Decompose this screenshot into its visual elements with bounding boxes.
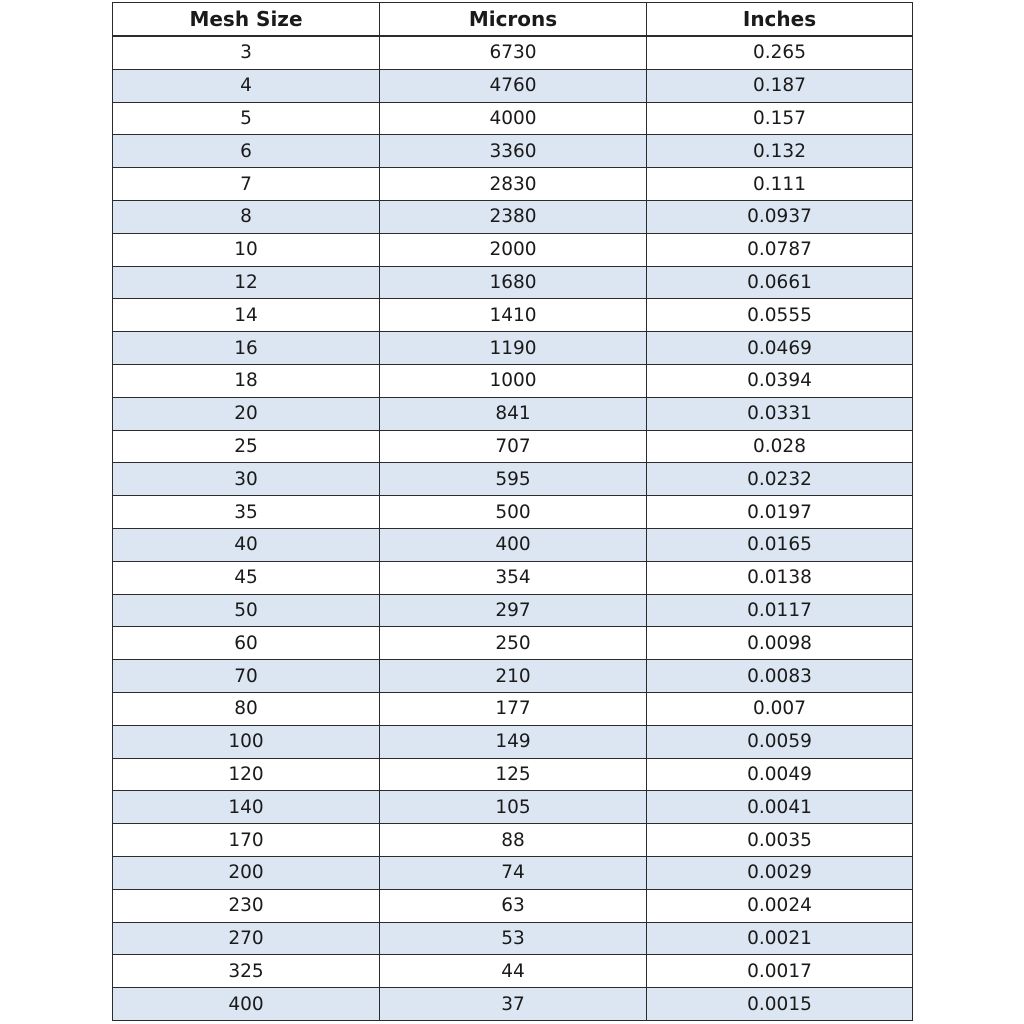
cell-inches: 0.0661 (647, 266, 913, 299)
cell-inches: 0.007 (647, 692, 913, 725)
cell-microns: 6730 (380, 36, 647, 69)
table-row (113, 791, 913, 824)
table-row (113, 200, 913, 233)
header-microns: Microns (380, 3, 647, 37)
cell-mesh-size: 3 (113, 36, 380, 69)
cell-inches: 0.0024 (647, 889, 913, 922)
cell-mesh-size: 6 (113, 135, 380, 168)
table-row (113, 496, 913, 529)
cell-microns: 595 (380, 463, 647, 496)
table-row (113, 725, 913, 758)
cell-microns: 707 (380, 430, 647, 463)
cell-inches: 0.0098 (647, 627, 913, 660)
cell-microns: 1000 (380, 364, 647, 397)
table-row (113, 988, 913, 1021)
cell-mesh-size: 14 (113, 299, 380, 332)
cell-microns: 210 (380, 660, 647, 693)
cell-inches: 0.187 (647, 69, 913, 102)
cell-microns: 2830 (380, 168, 647, 201)
cell-inches: 0.0029 (647, 856, 913, 889)
table-row (113, 922, 913, 955)
cell-microns: 1680 (380, 266, 647, 299)
table-row (113, 135, 913, 168)
cell-inches: 0.111 (647, 168, 913, 201)
table-row (113, 561, 913, 594)
cell-microns: 3360 (380, 135, 647, 168)
cell-inches: 0.0059 (647, 725, 913, 758)
cell-mesh-size: 80 (113, 692, 380, 725)
table-row (113, 692, 913, 725)
table-row (113, 69, 913, 102)
cell-mesh-size: 45 (113, 561, 380, 594)
table-row (113, 168, 913, 201)
cell-inches: 0.0138 (647, 561, 913, 594)
table-row (113, 856, 913, 889)
table-row (113, 889, 913, 922)
table-row (113, 627, 913, 660)
cell-inches: 0.0015 (647, 988, 913, 1021)
cell-mesh-size: 120 (113, 758, 380, 791)
cell-microns: 841 (380, 397, 647, 430)
table-row (113, 233, 913, 266)
cell-microns: 2380 (380, 200, 647, 233)
header-inches: Inches (647, 3, 913, 37)
table-row (113, 266, 913, 299)
cell-inches: 0.0021 (647, 922, 913, 955)
cell-mesh-size: 50 (113, 594, 380, 627)
table-row (113, 102, 913, 135)
cell-inches: 0.132 (647, 135, 913, 168)
cell-mesh-size: 170 (113, 824, 380, 857)
cell-microns: 125 (380, 758, 647, 791)
cell-mesh-size: 10 (113, 233, 380, 266)
table-row (113, 36, 913, 69)
table-header (113, 3, 913, 37)
cell-mesh-size: 35 (113, 496, 380, 529)
cell-inches: 0.0083 (647, 660, 913, 693)
cell-mesh-size: 40 (113, 528, 380, 561)
table-row (113, 430, 913, 463)
table-row (113, 594, 913, 627)
cell-microns: 354 (380, 561, 647, 594)
cell-inches: 0.265 (647, 36, 913, 69)
cell-microns: 37 (380, 988, 647, 1021)
header-mesh-size: Mesh Size (113, 3, 380, 37)
header-row (113, 3, 913, 37)
cell-inches: 0.0117 (647, 594, 913, 627)
table-row (113, 463, 913, 496)
cell-inches: 0.0197 (647, 496, 913, 529)
cell-mesh-size: 100 (113, 725, 380, 758)
cell-microns: 500 (380, 496, 647, 529)
table-row (113, 332, 913, 365)
cell-inches: 0.0232 (647, 463, 913, 496)
cell-microns: 250 (380, 627, 647, 660)
cell-mesh-size: 60 (113, 627, 380, 660)
table-row (113, 660, 913, 693)
cell-inches: 0.028 (647, 430, 913, 463)
table-row (113, 955, 913, 988)
cell-mesh-size: 400 (113, 988, 380, 1021)
cell-microns: 74 (380, 856, 647, 889)
cell-inches: 0.0041 (647, 791, 913, 824)
cell-microns: 53 (380, 922, 647, 955)
mesh-size-table (112, 2, 913, 1021)
cell-microns: 177 (380, 692, 647, 725)
cell-microns: 44 (380, 955, 647, 988)
cell-mesh-size: 7 (113, 168, 380, 201)
cell-mesh-size: 5 (113, 102, 380, 135)
cell-mesh-size: 20 (113, 397, 380, 430)
cell-mesh-size: 18 (113, 364, 380, 397)
table-row (113, 364, 913, 397)
table-row (113, 299, 913, 332)
cell-inches: 0.0787 (647, 233, 913, 266)
cell-microns: 88 (380, 824, 647, 857)
cell-microns: 2000 (380, 233, 647, 266)
cell-microns: 297 (380, 594, 647, 627)
cell-mesh-size: 200 (113, 856, 380, 889)
table-row (113, 824, 913, 857)
cell-mesh-size: 16 (113, 332, 380, 365)
cell-inches: 0.0555 (647, 299, 913, 332)
cell-inches: 0.0331 (647, 397, 913, 430)
cell-inches: 0.0049 (647, 758, 913, 791)
cell-mesh-size: 270 (113, 922, 380, 955)
cell-inches: 0.0035 (647, 824, 913, 857)
cell-microns: 149 (380, 725, 647, 758)
cell-microns: 400 (380, 528, 647, 561)
cell-inches: 0.0165 (647, 528, 913, 561)
cell-microns: 63 (380, 889, 647, 922)
cell-microns: 1190 (380, 332, 647, 365)
cell-microns: 1410 (380, 299, 647, 332)
cell-microns: 4760 (380, 69, 647, 102)
table-row (113, 397, 913, 430)
cell-mesh-size: 325 (113, 955, 380, 988)
cell-inches: 0.157 (647, 102, 913, 135)
cell-inches: 0.0469 (647, 332, 913, 365)
cell-mesh-size: 8 (113, 200, 380, 233)
cell-mesh-size: 30 (113, 463, 380, 496)
cell-microns: 4000 (380, 102, 647, 135)
cell-inches: 0.0937 (647, 200, 913, 233)
cell-microns: 105 (380, 791, 647, 824)
table-row (113, 528, 913, 561)
cell-inches: 0.0017 (647, 955, 913, 988)
cell-mesh-size: 4 (113, 69, 380, 102)
cell-mesh-size: 230 (113, 889, 380, 922)
cell-mesh-size: 12 (113, 266, 380, 299)
table-body (113, 36, 913, 1020)
cell-mesh-size: 25 (113, 430, 380, 463)
cell-mesh-size: 140 (113, 791, 380, 824)
table-row (113, 758, 913, 791)
cell-mesh-size: 70 (113, 660, 380, 693)
cell-inches: 0.0394 (647, 364, 913, 397)
